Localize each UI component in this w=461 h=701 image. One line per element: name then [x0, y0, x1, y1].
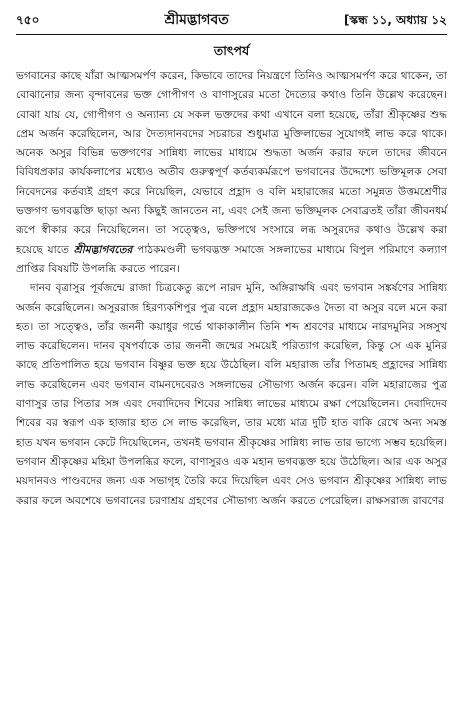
- page-header: [16, 10, 447, 35]
- paragraph-1-text-a: ভগবানের কাছে যাঁরা আত্মসমর্পণ করেন, কিভাবে তাদের নিয়ন্ত্রণে তিনিও আত্মসমর্পণ করে থাকেন, তা বোঝানোর জন্য বৃন্দাবনের ভক্ত গোপীগণ ও বাণাসুরের মতো দৈত্যের কথাও তিনি উল্লেখ করেছেন। বোঝা যায় যে, গোপীগণ ও অন্যান্য যে সকল ভক্তদের কথা এখানে বলা হয়েছে, তাঁরা শ্রীকৃষ্ণের শুদ্ধ প্রেম অর্জন করেছিলেন, আর দৈত্যদানবদের সচরাচর শুধুমাত্র মুক্তিলাভের সুযোগই লাভ করে থাকে। অনেক অসুর বিভিন্ন ভক্তগণের সান্নিধ্য লাভের মাধ্যমে শুদ্ধতা অর্জন করার ফলে তাদের জীবনে বিবিধপ্রকার কার্যকলাপের মধ্যেও অতীব গুরুত্বপূর্ণ কর্তব্যকর্মরূপে ভগবানের উদ্দেশ্যে ভক্তিমূলক সেবা নিবেদনের কর্তব্যই গ্রহণ করে নিয়েছিল, যেভাবে প্রহ্লাদ ও বলি মহারাজের মতো সমুন্নত উত্তমশ্রেণীর ভক্তগণ ভগবদ্ভক্তি ছাড়া অন্য কিছুই জানতেন না, এবং সেই জন্য ভক্তিমূলক সেবাব্রতই তাঁরা জীবনধর্ম রূপে স্বীকার করে নিয়েছিলেন। তা সত্ত্বেও, ভক্তিপথে সংসারে লব্ধ অসুরদের কথাও উল্লেখ করা হয়েছে যাতে: [16, 70, 447, 256]
- book-title: শ্রীমদ্ভাগবত: [164, 12, 229, 28]
- purport-paragraph-1: [16, 67, 447, 279]
- chapter-reference: [স্কন্ধ ১১, অধ্যায় ১২: [343, 13, 447, 27]
- purport-heading: তাৎপর্য: [213, 43, 250, 58]
- paragraph-1-italic-title: শ্রীমদ্ভাগবতের: [73, 243, 133, 256]
- paragraph-1-text-b: পাঠকমণ্ডলী ভগবদ্ভক্ত সমাজে সঙ্গলাভের মাধ্যমে বিপুল পরিমাণে কল্যাণ প্রাপ্তির বিষয়টি উপলব্ধি করতে পারেন।: [16, 243, 447, 275]
- page-number: ৭৫০: [16, 13, 40, 27]
- purport-paragraph-2: দানব বৃত্রাসুর পূর্বজন্মে রাজা চিত্রকেতু রূপে নারদ মুনি, অঙ্গিরাঋষি এবং ভগবান সঙ্কর্ষণের সান্নিধ্য অর্জন করেছিলেন। অসুররাজ হিরণ্যকশিপুর পুত্র বলে প্রহ্লাদ মহারাজকেও দৈত্য বা অসুর বলে মনে করা হত। তা সত্ত্বেও, তাঁর জননী কয়াধুর গর্ভে থাকাকালীন তিনি শব্দ শ্রবণের মাধ্যমে নারদমুনির সঙ্গসুখ লাভ করেছিলেন। দানব বৃষপর্বাকে তার জননী জন্মের সময়েই পরিত্যাগ করেছিল, কিন্তু সে এক মুনির কাছে প্রতিপালিত হয়ে ভগবান বিষ্ণুর ভক্ত হয়ে উঠেছিল। বলি মহারাজ তাঁর পিতামহ প্রহ্লাদের সান্নিধ্য লাভ করেছিলেন এবং ভগবান বামনদেবেরও সঙ্গলাভের সৌভাগ্য অর্জন করেন। বলি মহারাজের পুত্র বাণাসুর তার পিতার সঙ্গ এবং দেবাদিদেব শিবের সান্নিধ্য লাভের মাধ্যমে রক্ষা পেয়েছিলেন। দেবাদিদেব শিবের বর স্বরূপ এক হাজার হাত সে লাভ করেছিল, তার মধ্যে মাত্র দুটি হাত বাকি রেখে অন্য সমস্ত হাত যখন ভগবান কেটে দিয়েছিলেন, তখনই ভগবান শ্রীকৃষ্ণের সান্নিধ্য লাভ তার ভাগ্যে সম্ভব হয়েছিল। ভগবান শ্রীকৃষ্ণের মহিমা উপলব্ধির ফলে, বাণাসুরও এক মহান ভগবদ্ভক্ত হয়ে উঠেছিল। আর এক অসুর ময়দানবও পাণ্ডবদের জন্য এক সভাগৃহ তৈরি করে দিয়েছিল এবং সেও ভগবান শ্রীকৃষ্ণের সান্নিধ্য লাভ করার ফলে অবশেষে ভগবানের চরণাশ্রয় গ্রহণের সৌভাগ্য অর্জন করতে পেরেছিল। রাক্ষসরাজ রাবণের: [16, 282, 447, 507]
